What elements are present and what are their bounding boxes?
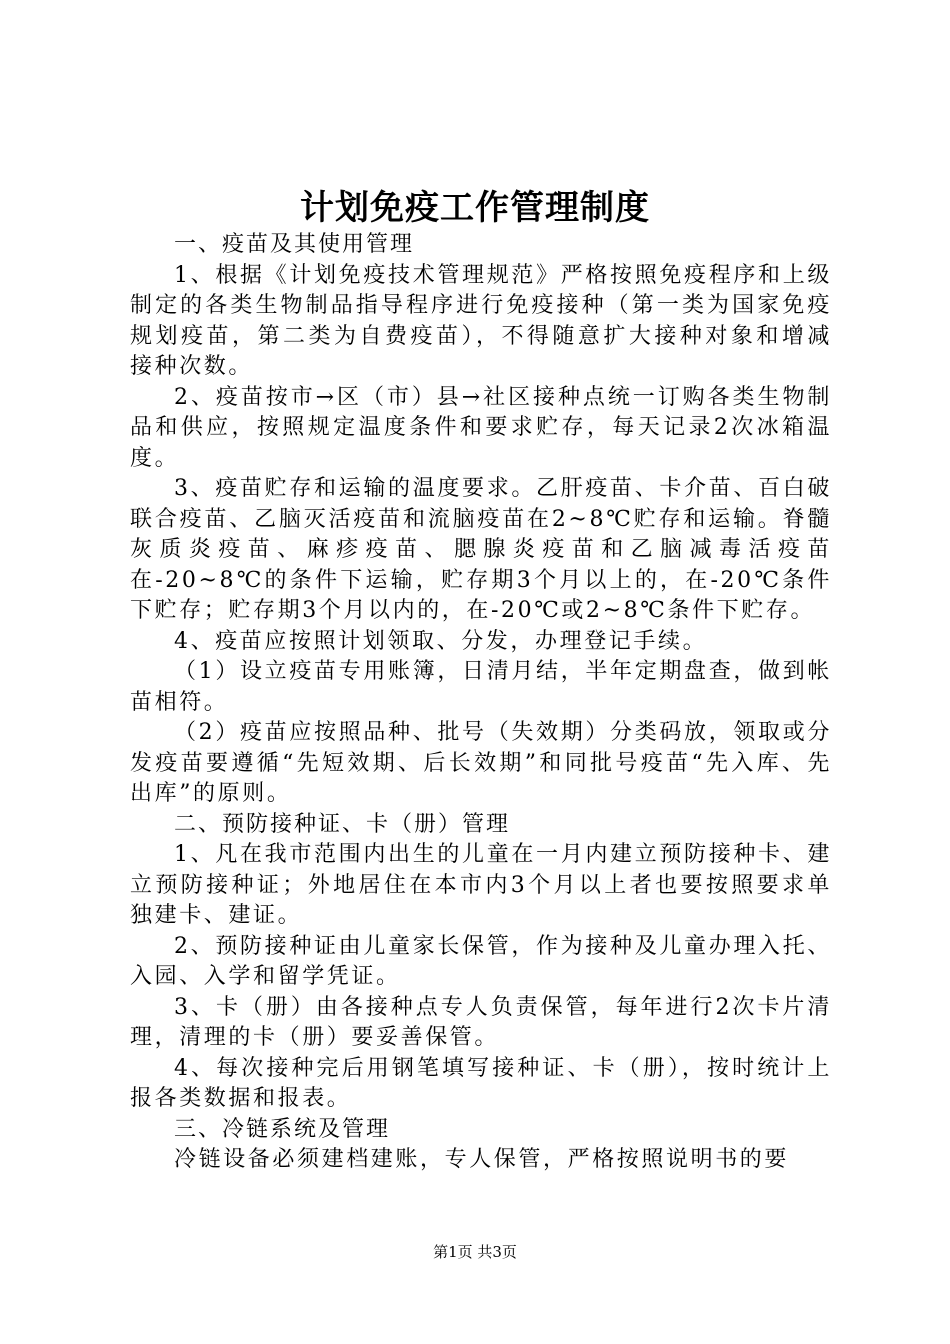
paragraph: 3、卡（册）由各接种点专人负责保管，每年进行2次卡片清理，清理的卡（册）要妥善保管。 <box>130 994 832 1050</box>
paragraph: 1、凡在我市范围内出生的儿童在一月内建立预防接种卡、建立预防接种证；外地居住在本市内3个月以上者也要按照要求单独建卡、建证。 <box>130 842 832 928</box>
paragraph: 2、疫苗按市→区（市）县→社区接种点统一订购各类生物制品和供应，按照规定温度条件和要求贮存，每天记录2次冰箱温度。 <box>130 384 832 471</box>
paragraph: 3、疫苗贮存和运输的温度要求。乙肝疫苗、卡介苗、百白破联合疫苗、乙脑灭活疫苗和流脑疫苗在2~8℃贮存和运输。脊髓灰质炎疫苗、麻疹疫苗、腮腺炎疫苗和乙脑减毒活疫苗在-20~8℃的条件下运输，贮存期3个月以上的，在-20℃条件下贮存；贮存期3个月以内的，在-20℃或2~8℃条件下贮存。 <box>130 476 832 623</box>
document-title: 计划免疫工作管理制度 <box>300 188 650 228</box>
page-number-footer: 第1页 共3页 <box>433 1243 517 1261</box>
document-body <box>130 230 832 1176</box>
section-heading-2: 二、预防接种证、卡（册）管理 <box>174 811 511 837</box>
paragraph: 1、根据《计划免疫技术管理规范》严格按照免疫程序和上级制定的各类生物制品指导程序进行免疫接种（第一类为国家免疫规划疫苗，第二类为自费疫苗），不得随意扩大接种对象和增减接种次数。 <box>130 262 832 379</box>
section-heading-3: 三、冷链系统及管理 <box>174 1116 391 1142</box>
paragraph: 4、每次接种完后用钢笔填写接种证、卡（册），按时统计上报各类数据和报表。 <box>130 1055 832 1111</box>
paragraph: 4、疫苗应按照计划领取、分发，办理登记手续。 <box>174 628 708 654</box>
paragraph: 冷链设备必须建档建账，专人保管，严格按照说明书的要 <box>174 1147 790 1172</box>
section-heading-1: 一、疫苗及其使用管理 <box>174 232 415 257</box>
paragraph: （2）疫苗应按照品种、批号（失效期）分类码放，领取或分发疫苗要遵循“先短效期、后长效期”和同批号疫苗“先入库、先出库”的原则。 <box>130 720 832 806</box>
paragraph: 2、预防接种证由儿童家长保管，作为接种及儿童办理入托、入园、入学和留学凭证。 <box>130 933 832 989</box>
paragraph: （1）设立疫苗专用账簿，日清月结，半年定期盘查，做到帐苗相符。 <box>130 659 832 715</box>
